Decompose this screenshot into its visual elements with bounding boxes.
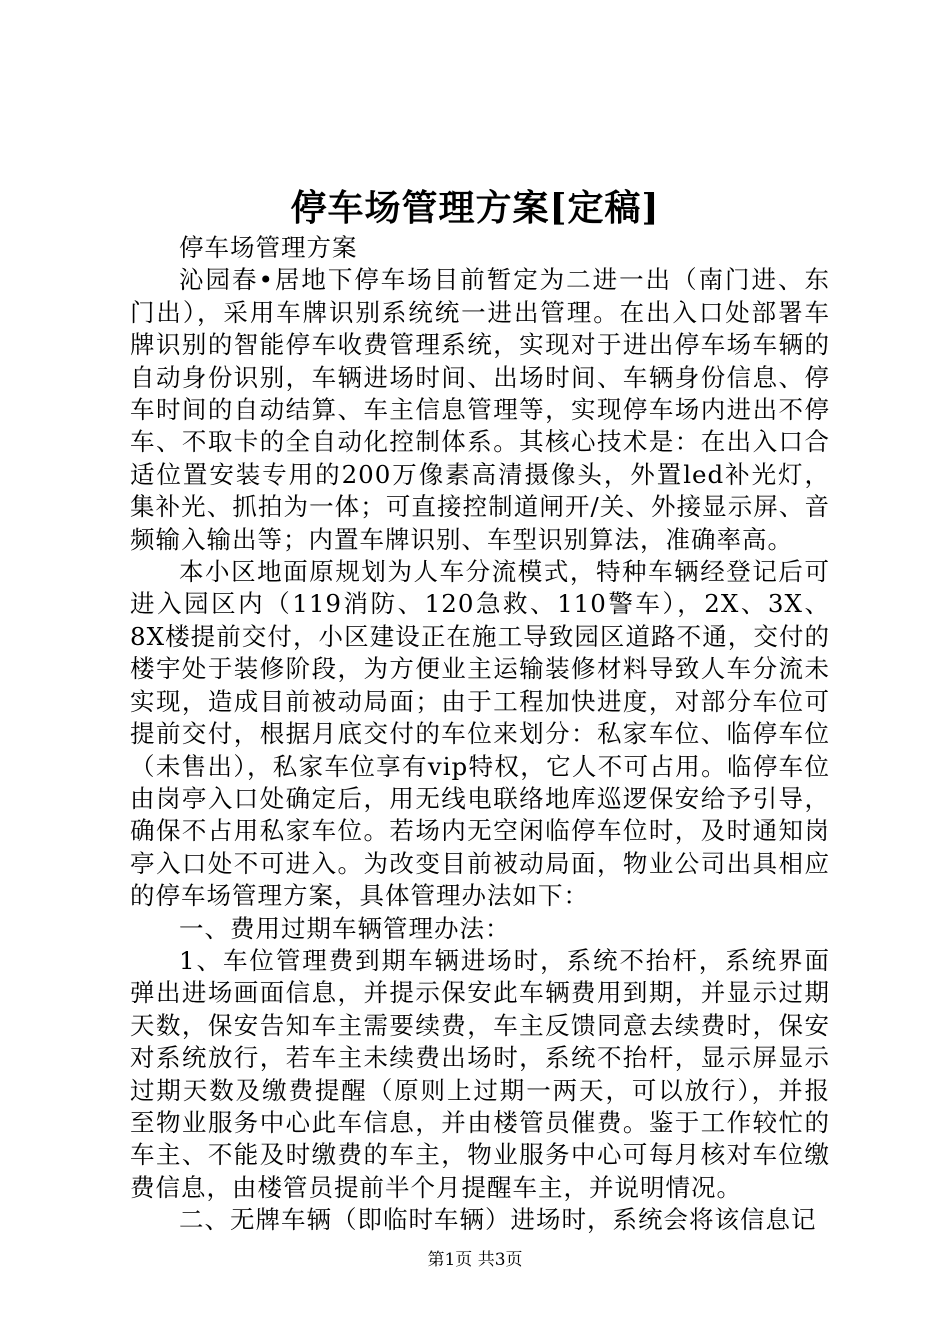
section-heading: 一、费用过期车辆管理办法： [179, 913, 511, 943]
paragraph: 二、无牌车辆（即临时车辆）进场时，系统会将该信息记 [179, 1205, 817, 1235]
paragraph: 沁园春•居地下停车场目前暂定为二进一出（南门进、东门出），采用车牌识别系统统一进出管理。在出入口处部署车牌识别的智能停车收费管理系统，实现对于进出停车场车辆的自动身份识别，车辆进场时间、出场时间、车辆身份信息、停车时间的自动结算、车主信息管理等，实现停车场内进出不停车、不取卡的全自动化控制体系。其核心技术是：在出入口合适位置安装专用的200万像素高清摄像头，外置led补光灯，集补光、抓拍为一体；可直接控制道闸开/关、外接显示屏、音频输入输出等；内置车牌识别、车型识别算法，准确率高。 [130, 265, 830, 554]
document-body [130, 232, 830, 1237]
page-footer: 第1页 共3页 [427, 1250, 523, 1270]
paragraph: 本小区地面原规划为人车分流模式，特种车辆经登记后可进入园区内（119消防、120急救、110警车），2X、3X、8X楼提前交付，小区建设正在施工导致园区道路不通，交付的楼宇处于装修阶段，为方便业主运输装修材料导致人车分流未实现，造成目前被动局面；由于工程加快进度，对部分车位可提前交付，根据月底交付的车位来划分：私家车位、临停车位（未售出），私家车位享有vip特权，它人不可占用。临停车位由岗亭入口处确定后，用无线电联络地库巡逻保安给予引导，确保不占用私家车位。若场内无空闲临停车位时，及时通知岗亭入口处不可进入。为改变目前被动局面，物业公司出具相应的停车场管理方案，具体管理办法如下： [130, 557, 830, 911]
document-title: 停车场管理方案[定稿] [290, 187, 660, 229]
paragraph: 1、车位管理费到期车辆进场时，系统不抬杆，系统界面弹出进场画面信息，并提示保安此车辆费用到期，并显示过期天数，保安告知车主需要续费，车主反馈同意去续费时，保安对系统放行，若车主未续费出场时，系统不抬杆，显示屏显示过期天数及缴费提醒（原则上过期一两天，可以放行），并报至物业服务中心此车信息，并由楼管员催费。鉴于工作较忙的车主、不能及时缴费的车主，物业服务中心可每月核对车位缴费信息，由楼管员提前半个月提醒车主，并说明情况。 [130, 945, 830, 1202]
paragraph-subtitle: 停车场管理方案 [179, 233, 358, 262]
